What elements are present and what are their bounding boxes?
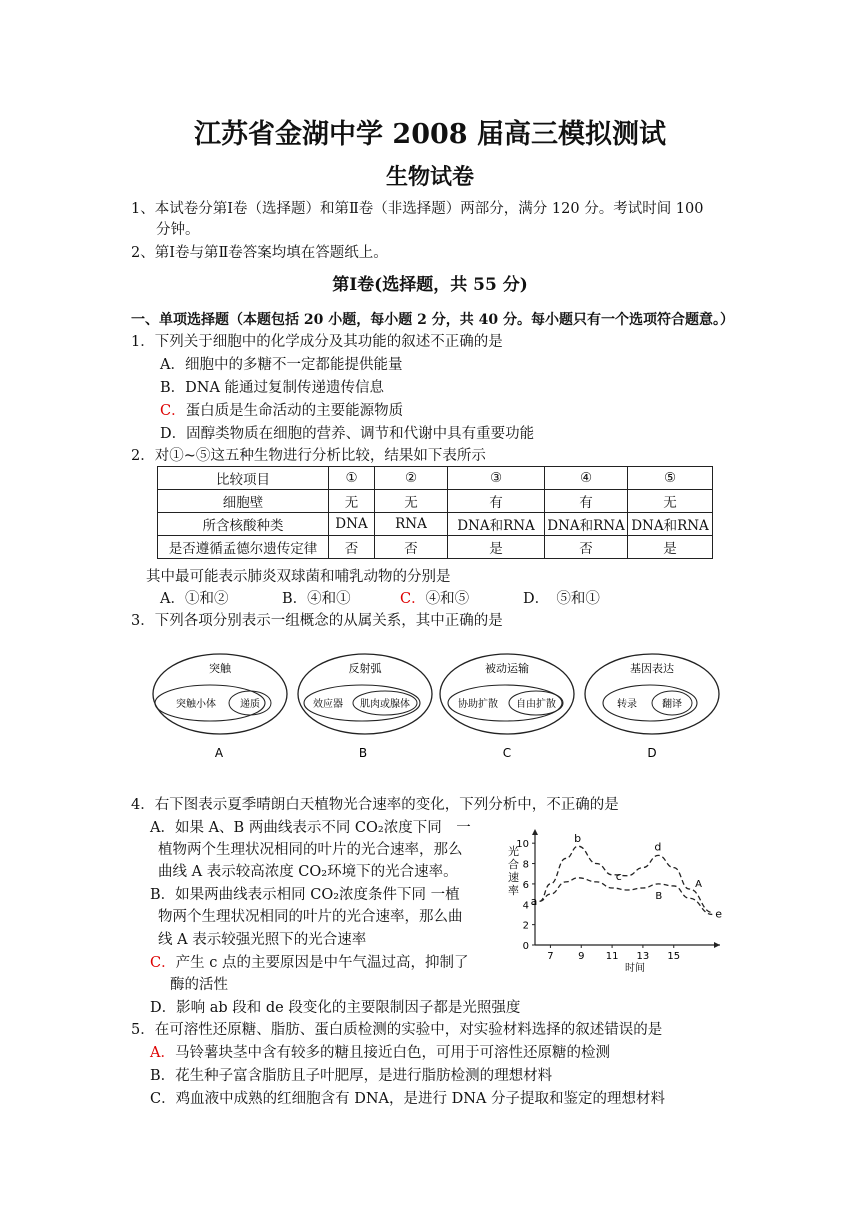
table-cell: DNA和RNA: [545, 513, 628, 536]
concept-c-letter: C: [502, 746, 512, 760]
y-tick-label: 8: [522, 859, 529, 871]
x-tick-label: 15: [667, 951, 681, 962]
y-tick-label: 2: [522, 920, 529, 932]
chart-series: [540, 846, 713, 914]
concept-d-outer: 基因表达: [630, 662, 674, 675]
q5-stem: 5．在可溶性还原糖、脂肪、蛋白质检测的实验中，对实验材料选择的叙述错误的是: [131, 1022, 663, 1038]
q5-option-c: C．鸡血液中成熟的红细胞含有 DNA，是进行 DNA 分子提取和鉴定的理想材料: [150, 1091, 665, 1107]
table-cell: 否: [545, 536, 628, 559]
q4-stem: 4．右下图表示夏季晴朗白天植物光合速率的变化，下列分析中，不正确的是: [131, 797, 619, 813]
concept-a-outer: 突触: [209, 662, 231, 675]
concept-diagram-d: [585, 654, 719, 760]
concept-diagram-c: [440, 654, 574, 760]
concept-a-middle: 突触小体: [176, 699, 216, 710]
concept-c-outer: 被动运输: [485, 662, 529, 675]
table-cell: 细胞壁: [158, 490, 329, 513]
q5-option-a: [150, 1043, 610, 1063]
concept-d-letter: D: [647, 746, 657, 760]
point-label-a: a: [530, 895, 538, 909]
q3-stem: 3．下列各项分别表示一组概念的从属关系，其中正确的是: [131, 613, 503, 629]
concept-c-inner: 自由扩散: [516, 699, 556, 710]
note-1-cont: 分钟。: [156, 222, 200, 238]
q1-stem: 1．下列关于细胞中的化学成分及其功能的叙述不正确的是: [131, 334, 503, 350]
table-header-cell: ②: [375, 467, 448, 490]
q1-option-c-letter: C．: [160, 403, 186, 419]
point-label-c: c: [615, 869, 622, 883]
table-cell: DNA和RNA: [448, 513, 545, 536]
note-2: 2、第Ⅰ卷与第Ⅱ卷答案均填在答题纸上。: [131, 245, 388, 261]
q2-option-b: B．④和①: [282, 591, 351, 607]
series-A-line: [540, 846, 713, 912]
q2-option-a: A．①和②: [160, 591, 229, 607]
q5-option-a-letter: A．: [150, 1045, 175, 1061]
q1-option-c: [160, 401, 403, 421]
y-tick-label: 4: [522, 900, 529, 912]
series-label-b: B: [655, 890, 663, 902]
series-label-a: A: [695, 879, 703, 890]
q4-option-b-line2: 物两个生理状况相同的叶片的光合速率，那么曲: [158, 909, 463, 925]
concept-d-middle: 转录: [617, 699, 637, 710]
concept-b-outer: 反射弧: [348, 662, 382, 675]
q5-option-b: B．花生种子富含脂肪且子叶肥厚，是进行脂肪检测的理想材料: [150, 1068, 553, 1084]
table-header-cell: ⑤: [628, 467, 713, 490]
q4-option-c-line2: 酶的活性: [170, 977, 228, 993]
concept-a-letter: A: [214, 746, 224, 760]
q1-option-b: B．DNA 能通过复制传递遗传信息: [160, 380, 385, 396]
section-title: 第Ⅰ卷(选择题，共 55 分): [332, 275, 528, 295]
chart-y-axis-label: 光合速率: [508, 845, 519, 897]
table-row: [158, 513, 713, 536]
q2-stem: 2．对①~⑤这五种生物进行分析比较，结果如下表所示: [131, 448, 486, 464]
q4-option-b-line1: B．如果两曲线表示相同 CO₂浓度条件下同 一植: [150, 887, 460, 903]
q4-option-c-line1: [150, 953, 468, 973]
x-tick-label: 13: [636, 951, 650, 962]
table-header-cell: ④: [545, 467, 628, 490]
table-cell: 否: [375, 536, 448, 559]
table-cell: 有: [545, 490, 628, 513]
table-cell: DNA和RNA: [628, 513, 713, 536]
concept-diagram-b: [298, 654, 432, 760]
q4-option-b-line3: 线 A 表示较强光照下的光合速率: [158, 932, 367, 948]
concept-diagram-a: [153, 654, 287, 760]
q4-option-a-line2: 植物两个生理状况相同的叶片的光合速率，那么: [158, 842, 463, 858]
q1-option-c-text: 蛋白质是生命活动的主要能源物质: [185, 403, 404, 419]
point-label-d: d: [654, 840, 662, 854]
x-tick-label: 11: [605, 951, 619, 962]
q4-option-d: D．影响 ab 段和 de 段变化的主要限制因子都是光照强度: [150, 1000, 521, 1016]
concept-diagrams: [140, 650, 730, 765]
q4-option-c-letter: C．: [150, 955, 176, 971]
photosynthesis-chart: [495, 825, 735, 975]
q2-option-c-text: ④和⑤: [425, 591, 470, 607]
y-tick-label: 6: [522, 879, 529, 891]
q2-option-c: [400, 589, 469, 609]
point-label-b: b: [574, 832, 582, 846]
series-B-line: [540, 878, 713, 915]
x-tick-label: 9: [578, 951, 585, 962]
x-axis-arrow: [714, 942, 720, 948]
concept-a-inner: 递质: [240, 699, 260, 710]
table-header-cell: ①: [329, 467, 375, 490]
table-cell: 无: [329, 490, 375, 513]
q2-option-c-letter: C．: [400, 591, 426, 607]
table-header-cell: 比较项目: [158, 467, 329, 490]
table-cell: 无: [628, 490, 713, 513]
table-cell: 无: [375, 490, 448, 513]
q2-question: 其中最可能表示肺炎双球菌和哺乳动物的分别是: [146, 569, 451, 585]
table-cell: 是否遵循孟德尔遗传定律: [158, 536, 329, 559]
x-tick-label: 7: [547, 951, 554, 962]
table-cell: 有: [448, 490, 545, 513]
page-subtitle: 生物试卷: [385, 164, 474, 190]
q4-option-c-text: 产生 c 点的主要原因是中午气温过高，抑制了: [175, 955, 469, 971]
y-tick-label: 0: [522, 941, 529, 952]
table-cell: 是: [628, 536, 713, 559]
concept-c-middle: 协助扩散: [458, 699, 498, 710]
table-cell: 所含核酸种类: [158, 513, 329, 536]
concept-b-inner: 肌肉或腺体: [360, 699, 410, 710]
table-cell: DNA: [329, 513, 375, 536]
table-cell: 否: [329, 536, 375, 559]
chart-x-axis-label: 时间: [625, 963, 645, 974]
table-header-cell: ③: [448, 467, 545, 490]
page-title: 江苏省金湖中学 2008 届高三模拟测试: [194, 119, 666, 150]
section-instruction: 一、单项选择题（本题包括 20 小题，每小题 2 分，共 40 分。每小题只有一个选项符合题意。）: [131, 312, 734, 328]
q2-option-d: D． ⑤和①: [523, 591, 600, 607]
table-cell: 是: [448, 536, 545, 559]
concept-d-inner: 翻译: [662, 699, 682, 710]
q1-option-d: D．固醇类物质在细胞的营养、调节和代谢中具有重要功能: [160, 426, 535, 442]
q5-option-a-text: 马铃薯块茎中含有较多的糖且接近白色，可用于可溶性还原糖的检测: [174, 1045, 610, 1061]
comparison-table: [157, 466, 713, 559]
q4-option-a-line3: 曲线 A 表示较高浓度 CO₂环境下的光合速率。: [158, 864, 458, 880]
table-cell: RNA: [375, 513, 448, 536]
point-label-e: e: [715, 907, 723, 921]
table-header-row: [158, 467, 713, 490]
concept-b-middle: 效应器: [313, 699, 343, 710]
q4-option-a-line1: A．如果 A、B 两曲线表示不同 CO₂浓度下同 一: [150, 820, 471, 836]
y-axis-arrow: [532, 829, 538, 835]
table-row: [158, 536, 713, 559]
y-tick-label: 10: [516, 839, 529, 851]
concept-b-letter: B: [358, 746, 368, 760]
note-1: 1、本试卷分第Ⅰ卷（选择题）和第Ⅱ卷（非选择题）两部分，满分 120 分。考试时间 100: [131, 201, 704, 217]
table-row: [158, 490, 713, 513]
q1-option-a: A．细胞中的多糖不一定都能提供能量: [160, 357, 403, 373]
